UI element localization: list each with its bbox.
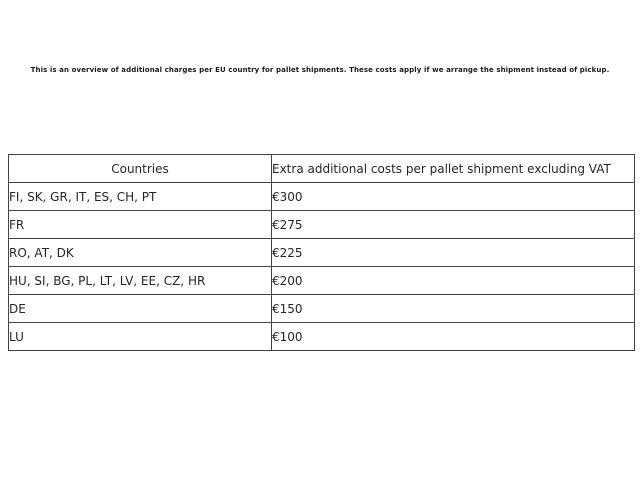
column-header-extra-costs: Extra additional costs per pallet shipment excluding VAT (272, 155, 635, 183)
table-row (9, 239, 635, 267)
cost-cell: €150 (272, 295, 635, 323)
figure-description: This is an overview of additional charges per EU country for pallet shipments. These costs apply if we arrange the shipment instead of pickup. (30, 66, 610, 74)
table-row (9, 211, 635, 239)
table-row (9, 295, 635, 323)
cost-cell: €225 (272, 239, 635, 267)
cost-cell: €275 (272, 211, 635, 239)
table-row (9, 323, 635, 351)
table-header-row (9, 155, 635, 183)
cost-cell: €200 (272, 267, 635, 295)
table-row (9, 267, 635, 295)
charges-table (8, 154, 635, 351)
countries-cell: RO, AT, DK (9, 239, 272, 267)
countries-cell: DE (9, 295, 272, 323)
countries-cell: HU, SI, BG, PL, LT, LV, EE, CZ, HR (9, 267, 272, 295)
table-row (9, 183, 635, 211)
countries-cell: FI, SK, GR, IT, ES, CH, PT (9, 183, 272, 211)
cost-cell: €300 (272, 183, 635, 211)
column-header-countries: Countries (9, 155, 272, 183)
cost-cell: €100 (272, 323, 635, 351)
countries-cell: FR (9, 211, 272, 239)
countries-cell: LU (9, 323, 272, 351)
